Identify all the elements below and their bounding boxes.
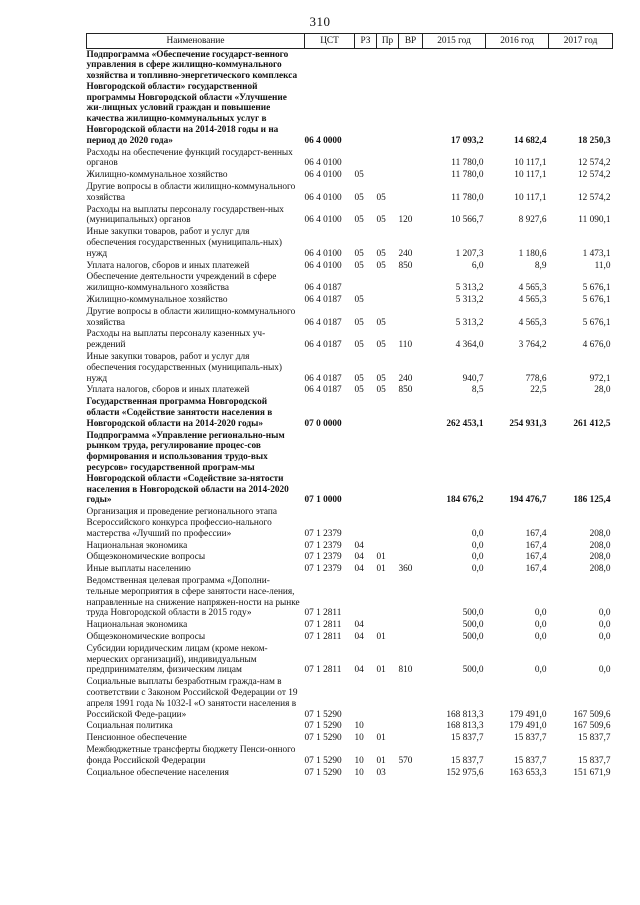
row-value-2016: 0,0 [534,665,547,676]
row-vr [399,507,423,540]
table-row [87,733,613,745]
row-value-2016: 10 117,1 [514,170,547,181]
row-cst: 06 4 0100 [304,170,342,181]
row-name: Социальная политика [86,721,173,732]
row-cst: 07 1 0000 [304,495,342,506]
row-vr [399,430,423,507]
row-value-2016: 167,4 [525,552,547,563]
table-row [87,272,613,295]
row-value-2015: 5 313,2 [455,295,484,306]
row-vr: 850 [398,385,413,396]
row-cst: 06 4 0187 [304,295,342,306]
row-value-2015: 10 566,7 [450,215,484,226]
row-name: Социальное обеспечение населения [86,767,229,778]
row-cst: 07 1 2811 [304,631,342,642]
table-row [87,552,613,564]
row-cst: 07 1 2811 [304,665,342,676]
table-row [87,204,613,227]
row-name: Жилищно-коммунальное хозяйство [86,295,228,306]
row-vr: 570 [398,755,413,766]
row-name: Общеэкономические вопросы [86,631,206,642]
table-row [87,397,613,430]
row-vr: 120 [398,215,413,226]
row-name: Национальная экономика [86,540,188,551]
table-row [87,227,613,260]
row-pr: 05 [376,317,386,328]
row-value-2015: 15 837,7 [450,755,484,766]
row-value-2016: 179 491,0 [509,721,547,732]
row-pr [377,170,399,182]
table-row [87,721,613,733]
row-value-2015: 11 780,0 [451,158,484,169]
row-rz: 04 [354,564,364,575]
row-value-2017: 208,0 [589,540,611,551]
row-name: Жилищно-коммунальное хозяйство [86,170,228,181]
row-name: Другие вопросы в области жилищно-коммунального хозяйства [86,182,296,203]
row-name: Национальная экономика [86,620,188,631]
row-vr [399,306,423,329]
row-name: Расходы на выплаты персоналу государствен-ных (муниципальных) органов [86,204,284,226]
row-pr [377,721,399,733]
row-cst: 07 1 2379 [304,564,342,575]
header-pr: Пр [377,34,399,49]
row-value-2015: 0,0 [471,528,484,539]
row-pr: 01 [376,755,386,766]
row-value-2016: 1 180,6 [518,248,547,259]
row-name: Обеспечение деятельности учреждений в сфере жилищно-коммунального хозяйства [86,272,277,294]
row-value-2016: 8,9 [534,260,547,271]
row-vr [399,272,423,295]
row-value-2016: 4 565,3 [518,317,547,328]
row-value-2015: 8,5 [471,385,484,396]
row-value-2015: 0,0 [471,540,484,551]
row-rz: 04 [354,631,364,642]
row-value-2016: 22,5 [530,385,547,396]
row-value-2016: 778,6 [525,373,547,384]
row-value-2017: 4 676,0 [582,340,611,351]
row-value-2015: 1 207,3 [455,248,484,259]
row-name: Уплата налогов, сборов и иных платежей [86,260,250,271]
row-rz: 05 [354,215,364,226]
row-rz: 05 [354,170,364,181]
header-name: Наименование [87,34,305,49]
table-row [87,744,613,767]
row-value-2016: 10 117,1 [514,158,547,169]
row-value-2015: 4 364,0 [455,340,484,351]
row-pr: 05 [376,215,386,226]
row-vr: 360 [398,564,413,575]
row-cst: 07 0 0000 [304,418,342,429]
row-value-2015: 152 975,6 [446,767,484,778]
row-name: Субсидии юридическим лицам (кроме неком-мерческих организаций), индивидуальным предпринимателям, физическим лицам [86,643,268,676]
row-rz: 10 [354,755,364,766]
row-name: Подпрограмма «Управление регионально-ным рынком труда, регулирование процес-сов формирования и использования трудо-вых ресурсов» государственной програм-мы Новгородской области «Содействие за-нятости населения в Новгородской области на 2014-2020 годы» [86,430,289,506]
table-row [87,507,613,540]
row-pr [377,147,399,170]
row-rz: 04 [354,540,364,551]
row-pr [377,397,399,430]
header-vr: ВР [399,34,423,49]
table-row [87,767,613,779]
row-value-2017: 12 574,2 [577,158,611,169]
row-pr [377,295,399,307]
row-rz [355,430,377,507]
table-row [87,182,613,205]
row-vr: 240 [398,248,413,259]
row-rz: 10 [354,733,364,744]
row-cst: 06 4 0187 [304,385,342,396]
header-2015: 2015 год [423,34,486,49]
row-value-2015: 940,7 [462,373,484,384]
row-name: Государственная программа Новгородской области «Содействие занятости населения в Новгородской области на 2014-2020 годы» [86,397,273,429]
row-cst: 06 4 0100 [304,215,342,226]
row-cst: 06 4 0100 [304,158,342,169]
row-vr: 850 [398,260,413,271]
row-cst: 07 1 5290 [304,709,342,720]
row-value-2015: 5 313,2 [455,283,484,294]
row-value-2017: 5 676,1 [582,283,611,294]
header-cst: ЦСТ [305,34,355,49]
row-pr [377,272,399,295]
row-value-2017: 0,0 [598,620,611,631]
row-value-2017: 261 412,5 [573,418,611,429]
row-value-2015: 17 093,2 [450,135,484,146]
row-value-2017: 15 837,7 [577,733,611,744]
row-rz: 05 [354,385,364,396]
budget-table [86,33,613,779]
row-pr [377,677,399,721]
row-value-2017: 12 574,2 [577,170,611,181]
row-name: Ведомственная целевая программа «Дополни-тельные мероприятия в сфере занятости насе-ления, направленные на снижение напряжен-ности на рынке труда Новгородской области в 2015 году» [86,575,300,619]
row-vr [399,631,423,643]
row-value-2017: 11 090,1 [578,215,611,226]
row-value-2016: 3 764,2 [518,340,547,351]
row-vr [399,677,423,721]
row-vr [399,49,423,148]
row-pr: 01 [376,564,386,575]
row-name: Расходы на выплаты персоналу казенных уч-реждений [86,329,266,351]
row-rz [355,507,377,540]
table-row [87,260,613,272]
row-vr [399,575,423,619]
table-body [87,49,613,779]
row-pr: 05 [376,248,386,259]
row-value-2017: 972,1 [589,373,611,384]
row-value-2017: 1 473,1 [582,248,611,259]
row-cst: 07 1 2379 [304,528,342,539]
table-row [87,49,613,148]
row-value-2015: 5 313,2 [455,317,484,328]
row-name: Общеэкономические вопросы [86,552,206,563]
row-value-2017: 15 837,7 [577,755,611,766]
row-cst: 06 4 0187 [304,283,342,294]
row-value-2015: 11 780,0 [451,192,484,203]
row-value-2017: 167 509,6 [573,721,611,732]
row-name: Другие вопросы в области жилищно-коммунального хозяйства [86,306,296,328]
row-vr [399,295,423,307]
row-value-2016: 163 653,3 [509,767,547,778]
row-cst: 07 1 2379 [304,540,342,551]
row-value-2016: 15 837,7 [513,733,547,744]
row-vr [399,767,423,779]
row-name: Пенсионное обеспечение [86,733,187,744]
row-value-2015: 184 676,2 [446,495,484,506]
row-vr: 240 [398,373,413,384]
row-value-2016: 10 117,1 [514,192,547,203]
row-value-2016: 15 837,7 [513,755,547,766]
row-rz: 05 [354,373,364,384]
row-rz [355,272,377,295]
table-row [87,352,613,385]
table-row [87,631,613,643]
row-cst: 06 4 0187 [304,317,342,328]
row-rz [355,147,377,170]
row-value-2016: 179 491,0 [509,709,547,720]
row-value-2015: 168 813,3 [446,709,484,720]
row-value-2017: 167 509,6 [573,709,611,720]
row-value-2015: 262 453,1 [446,418,484,429]
table-row [87,620,613,632]
row-name: Иные закупки товаров, работ и услуг для обеспечения государственных (муниципаль-ных) нужд [86,352,282,384]
row-pr: 01 [376,631,386,642]
row-name: Иные выплаты населению [86,564,191,575]
row-vr [399,147,423,170]
page-number: 310 [309,14,331,29]
header-2016: 2016 год [486,34,549,49]
row-pr: 01 [376,665,386,676]
table-row [87,643,613,676]
row-value-2015: 6,0 [471,260,484,271]
row-value-2015: 500,0 [462,631,484,642]
table-row [87,564,613,576]
row-rz: 05 [354,192,364,203]
row-value-2017: 5 676,1 [582,295,611,306]
row-rz: 05 [354,248,364,259]
table-row [87,385,613,397]
row-value-2016: 167,4 [525,540,547,551]
row-vr [399,170,423,182]
row-pr: 05 [376,373,386,384]
row-pr [377,575,399,619]
row-vr: 810 [398,665,413,676]
row-rz [355,397,377,430]
row-vr: 110 [398,340,413,351]
row-value-2017: 208,0 [589,564,611,575]
row-pr: 05 [376,340,386,351]
row-rz: 05 [354,260,364,271]
row-cst: 06 4 0100 [304,248,342,259]
row-value-2017: 5 676,1 [582,317,611,328]
row-rz: 05 [354,317,364,328]
row-cst: 07 1 5290 [304,733,342,744]
row-pr: 03 [376,767,386,778]
row-value-2017: 0,0 [598,608,611,619]
row-value-2017: 12 574,2 [577,192,611,203]
row-value-2016: 0,0 [534,608,547,619]
table-header-row [87,34,613,49]
row-rz [355,575,377,619]
row-cst: 07 1 2379 [304,552,342,563]
row-value-2015: 15 837,7 [450,733,484,744]
row-name: Иные закупки товаров, работ и услуг для обеспечения государственных (муниципаль-ных) нужд [86,227,282,259]
row-cst: 06 4 0100 [304,192,342,203]
row-cst: 07 1 2811 [304,620,342,631]
row-rz [355,677,377,721]
row-value-2017: 0,0 [598,665,611,676]
header-2017: 2017 год [549,34,613,49]
row-cst: 07 1 5290 [304,755,342,766]
row-cst: 06 4 0100 [304,260,342,271]
row-rz: 10 [354,767,364,778]
table-row [87,329,613,352]
row-value-2015: 500,0 [462,665,484,676]
row-value-2015: 500,0 [462,608,484,619]
row-cst: 07 1 2811 [304,608,342,619]
row-value-2015: 11 780,0 [451,170,484,181]
row-value-2015: 168 813,3 [446,721,484,732]
row-value-2017: 208,0 [589,552,611,563]
row-vr [399,733,423,745]
row-vr [399,552,423,564]
row-value-2016: 0,0 [534,620,547,631]
row-pr: 05 [376,385,386,396]
row-value-2017: 11,0 [594,260,611,271]
row-value-2017: 151 671,9 [573,767,611,778]
row-cst: 07 1 5290 [304,721,342,732]
row-name: Социальные выплаты безработным гражда-нам в соответствии с Законом Российской Федерации от 19 апреля 1991 года № 1032-I «О занятости населения в Российской Феде-рации» [86,677,298,720]
row-rz: 05 [354,340,364,351]
row-rz [355,49,377,148]
row-name: Организация и проведение регионального этапа Всероссийского конкурса профессио-нального мастерства «Лучший по профессии» [86,507,277,539]
row-rz: 04 [354,552,364,563]
row-name: Подпрограмма «Обеспечение государст-венного управления в сфере жилищно-коммунального хозяйства и топливно-энергетического комплекса Новгородской области» государственной программы Новгородской области «Улучшение жи-лищных условий граждан и повышение качества жилищно-коммунальных услуг в Новгородской области на 2014-2018 годы и на период до 2020 года» [86,49,298,146]
row-value-2016: 0,0 [534,631,547,642]
row-cst: 06 4 0187 [304,373,342,384]
row-value-2015: 0,0 [471,564,484,575]
row-value-2015: 500,0 [462,620,484,631]
row-pr [377,430,399,507]
row-vr [399,182,423,205]
row-name: Уплата налогов, сборов и иных платежей [86,385,250,396]
table-row [87,677,613,721]
row-value-2016: 254 931,3 [509,418,547,429]
row-cst: 06 4 0000 [304,135,342,146]
row-pr [377,620,399,632]
row-vr [399,397,423,430]
table-row [87,295,613,307]
row-rz: 04 [354,665,364,676]
row-cst: 07 1 5290 [304,767,342,778]
row-value-2016: 4 565,3 [518,283,547,294]
row-value-2017: 186 125,4 [573,495,611,506]
table-row [87,147,613,170]
row-value-2015: 0,0 [471,552,484,563]
table-row [87,430,613,507]
row-value-2016: 167,4 [525,528,547,539]
row-pr [377,507,399,540]
row-name: Межбюджетные трансферты бюджету Пенси-онного фонда Российской Федерации [86,744,296,766]
row-value-2016: 4 565,3 [518,295,547,306]
row-value-2017: 0,0 [598,631,611,642]
table-row [87,540,613,552]
row-value-2017: 18 250,3 [577,135,611,146]
table-row [87,306,613,329]
header-rz: РЗ [355,34,377,49]
row-value-2016: 8 927,6 [518,215,547,226]
row-pr: 05 [376,260,386,271]
row-vr [399,540,423,552]
row-name: Расходы на обеспечение функций государст-венных органов [86,147,293,169]
row-pr: 01 [376,733,386,744]
row-rz: 10 [354,721,364,732]
row-value-2016: 194 476,7 [509,495,547,506]
row-pr [377,540,399,552]
row-cst: 06 4 0187 [304,340,342,351]
table-row [87,575,613,619]
row-pr [377,49,399,148]
row-vr [399,620,423,632]
row-value-2016: 167,4 [525,564,547,575]
row-pr: 05 [376,192,386,203]
row-rz: 05 [354,295,364,306]
row-value-2016: 14 682,4 [513,135,547,146]
row-vr [399,721,423,733]
row-value-2017: 208,0 [589,528,611,539]
row-rz: 04 [354,620,364,631]
row-value-2017: 28,0 [594,385,611,396]
table-row [87,170,613,182]
row-pr: 01 [376,552,386,563]
